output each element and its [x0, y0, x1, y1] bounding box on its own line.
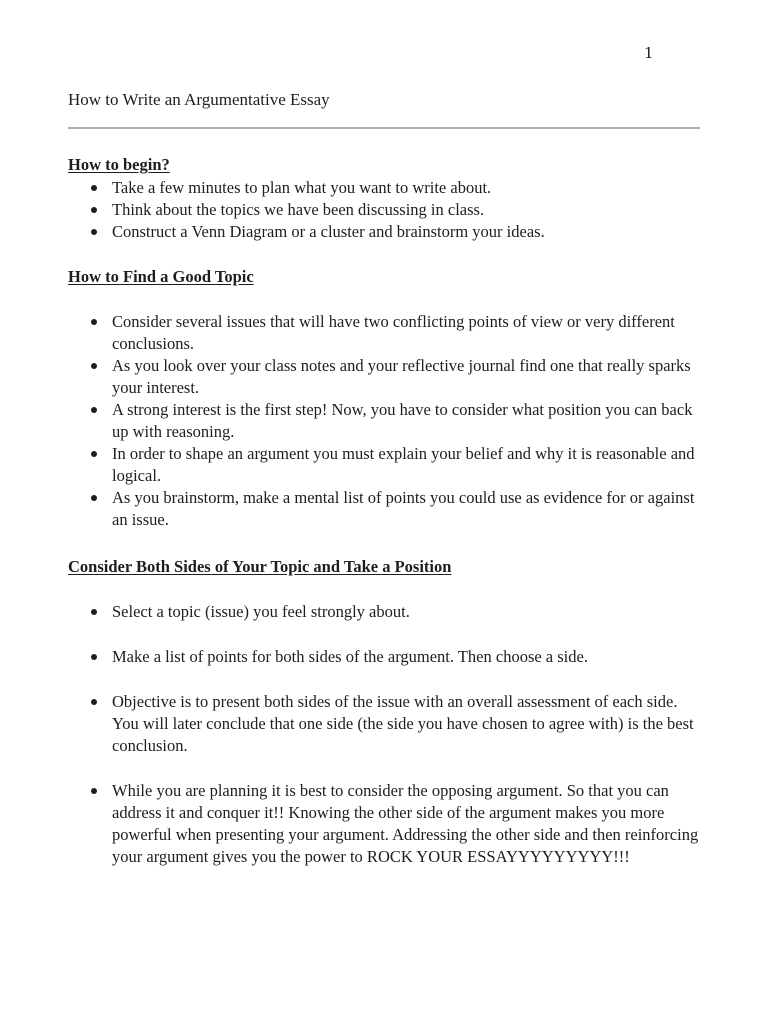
bullet-icon [91, 609, 97, 615]
list-item [68, 780, 700, 868]
bullet-list [68, 601, 700, 868]
section-heading: How to begin? [68, 155, 170, 174]
list-item [68, 221, 700, 243]
bullet-icon [91, 699, 97, 705]
list-item-text: Think about the topics we have been discussing in class. [112, 200, 485, 219]
list-item [68, 601, 700, 623]
list-item-text: In order to shape an argument you must explain your belief and why it is reasonable and logical. [112, 444, 695, 485]
list-item-text: Select a topic (issue) you feel strongly about. [112, 602, 410, 621]
list-item-text: Consider several issues that will have two conflicting points of view or very different conclusions. [112, 312, 675, 353]
list-item [68, 646, 700, 668]
bullet-icon [91, 207, 97, 213]
section-heading: How to Find a Good Topic [68, 267, 254, 286]
bullet-list [68, 311, 700, 531]
bullet-icon [91, 319, 97, 325]
title-divider [68, 127, 700, 129]
section-heading: Consider Both Sides of Your Topic and Take a Position [68, 557, 452, 576]
bullet-icon [91, 229, 97, 235]
list-item [68, 399, 700, 443]
bullet-icon [91, 363, 97, 369]
bullet-icon [91, 788, 97, 794]
list-item-text: While you are planning it is best to consider the opposing argument. So that you can address it and conquer it!! Knowing the other side of the argument makes you more powerful when presenting your argument. Addressing the other side and then reinforcing your argument gives you the power to ROCK YOUR ESSAYYYYYYYYY!!! [112, 781, 699, 866]
bullet-list [68, 177, 700, 243]
page-number: 1 [644, 44, 654, 62]
bullet-icon [91, 185, 97, 191]
list-item-text: A strong interest is the first step! Now, you have to consider what position you can back up with reasoning. [112, 400, 693, 441]
bullet-icon [91, 654, 97, 660]
section-how-to-begin [68, 154, 700, 243]
section-consider-both-sides [68, 556, 700, 868]
list-item [68, 355, 700, 399]
list-item [68, 487, 700, 531]
list-item [68, 311, 700, 355]
list-item-text: As you brainstorm, make a mental list of points you could use as evidence for or against an issue. [112, 488, 695, 529]
list-item-text: As you look over your class notes and your reflective journal find one that really sparks your interest. [112, 356, 691, 397]
list-item [68, 199, 700, 221]
section-find-good-topic [68, 266, 700, 531]
document-title: How to Write an Argumentative Essay [68, 90, 330, 109]
bullet-icon [91, 495, 97, 501]
list-item-text: Objective is to present both sides of the issue with an overall assessment of each side. You will later conclude that one side (the side you have chosen to agree with) is the best conclusion. [112, 692, 694, 755]
list-item [68, 443, 700, 487]
bullet-icon [91, 407, 97, 413]
list-item [68, 691, 700, 757]
bullet-icon [91, 451, 97, 457]
list-item-text: Take a few minutes to plan what you want to write about. [112, 178, 492, 197]
list-item [68, 177, 700, 199]
list-item-text: Make a list of points for both sides of the argument. Then choose a side. [112, 647, 588, 666]
list-item-text: Construct a Venn Diagram or a cluster and brainstorm your ideas. [112, 222, 545, 241]
